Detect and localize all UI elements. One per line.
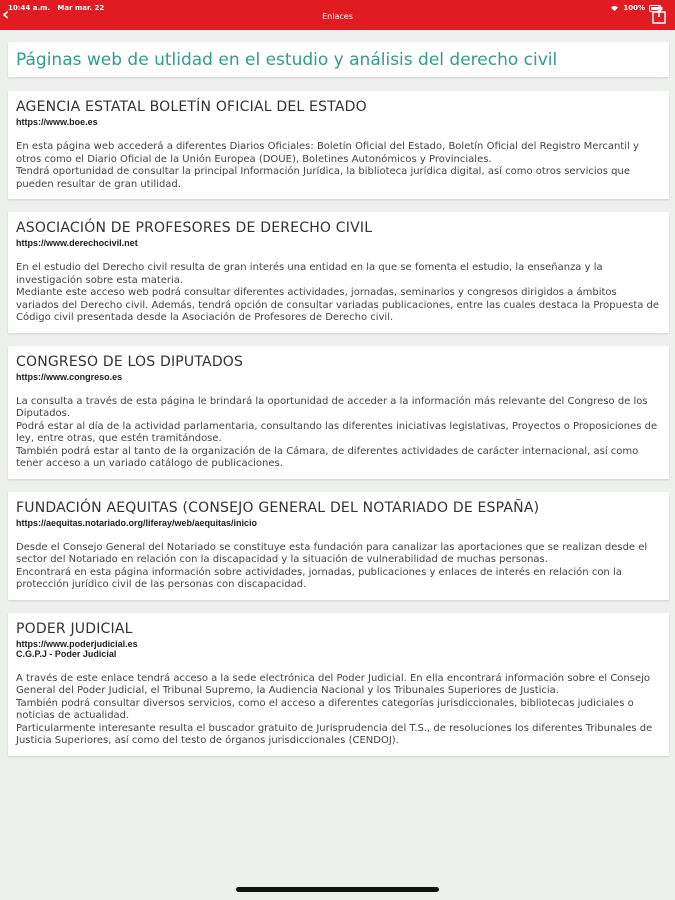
share-icon[interactable] [651, 6, 667, 24]
card-description: La consulta a través de esta página le brindará la oportunidad de acceder a la información más relevante del Congreso de los Diputados. Podrá estar al día de la actividad parlamentaria, consultando las diferentes iniciativas legislativas, Proyectos o Proposiciones de ley, entre otras, que estén tramitándose. También podrá estar al tanto de la organización de la Cámara, de diferentes actividades de carácter internacional, así como tener acceso a un variado catálogo de publicaciones. [16, 395, 658, 469]
card-title: FUNDACIÓN AEQUITAS (CONSEJO GENERAL DEL NOTARIADO DE ESPAÑA) [16, 499, 540, 516]
link-card[interactable] [8, 212, 669, 333]
card-url-link[interactable]: https://www.poderjudicial.es [16, 638, 138, 649]
status-time: 10:44 a.m. Mar mar. 22 [8, 4, 105, 12]
back-arrow-icon[interactable]: ‹ [2, 4, 10, 25]
battery-percent: 100% [623, 4, 645, 12]
card-description: Desde el Consejo General del Notariado se constituye esta fundación para canalizar las aportaciones que se realizan desde el sector del Notariado en relación con la discapacidad y la situación de vulnerabilidad de muchas personas. Encontrará en esta página información sobre actividades, jornadas, publicaciones y enlaces de interés en relación con la protección jurídico civil de las personas con discapacidad. [16, 541, 648, 590]
link-card[interactable] [8, 91, 669, 199]
card-url-link[interactable]: https://www.boe.es [16, 117, 98, 127]
link-card[interactable] [8, 346, 669, 479]
section-title: Páginas web de utlidad en el estudio y análisis del derecho civil [16, 49, 558, 70]
card-description: En el estudio del Derecho civil resulta de gran interés una entidad en la que se fomenta el estudio, la enseñanza y la investigación sobre esta materia. Mediante este acceso web podrá consultar diferentes actividades, jornadas, seminarios y congresos dirigidos a ámbitos variados del Derecho civil. Además, tendrá opción de consultar variadas publicaciones, entre las cuales destaca la Propuesta de Código civil presentada desde la Asociación de Profesores de Derecho civil. [16, 262, 660, 323]
card-title: AGENCIA ESTATAL BOLETÍN OFICIAL DEL ESTADO [16, 99, 367, 115]
card-title: PODER JUDICIAL [16, 620, 133, 637]
card-description: En esta página web accederá a diferentes Diarios Oficiales: Boletín Oficial del Estado, Boletín Oficial del Registro Mercantil y otros como el Diario Oficial de la Unión Europea (DOUE), Boletines Autonómicos y Provinciales. Tendrá oportunidad de consultar la principal Información Jurídica, la biblioteca jurídica digital, así como otros servicios que pueden resultar de gran utilidad. [16, 141, 639, 190]
card-url-link[interactable]: https://www.derechocivil.net [16, 238, 138, 248]
card-url-link[interactable]: https://www.congreso.es [16, 371, 123, 382]
page-title: Enlaces [322, 12, 353, 21]
link-card[interactable] [8, 492, 669, 600]
top-bar [0, 0, 675, 30]
card-subtitle: C.G.P.J - Poder Judicial [16, 648, 117, 659]
link-card[interactable] [8, 613, 669, 756]
wifi-icon [610, 5, 619, 12]
section-header [8, 42, 669, 77]
card-url-link[interactable]: https://aequitas.notariado.org/liferay/web/aequitas/inicio [16, 517, 258, 528]
home-indicator[interactable] [236, 887, 439, 892]
card-description: A través de este enlace tendrá acceso a la sede electrónica del Poder Judicial. En ella encontrará información sobre el Consejo General del Poder Judicial, el Tribunal Supremo, la Audiencia Nacional y los Tribunales Superiores de Justicia. También podrá consultar diversos servicios, como el acceso a diferentes categorías jurisdiccionales, bibliotecas judiciales o noticias de actualidad. Particularmente interesante resulta el buscador gratuito de Jurisprudencia del T.S., de resoluciones los diferentes Tribunales de Justicia Superiores, así como del testo de órganos jurisdiccionales (CENDOJ). [16, 672, 653, 746]
card-title: CONGRESO DE LOS DIPUTADOS [16, 353, 244, 370]
card-title: ASOCIACIÓN DE PROFESORES DE DERECHO CIVIL [16, 220, 373, 236]
links-list [8, 42, 669, 769]
